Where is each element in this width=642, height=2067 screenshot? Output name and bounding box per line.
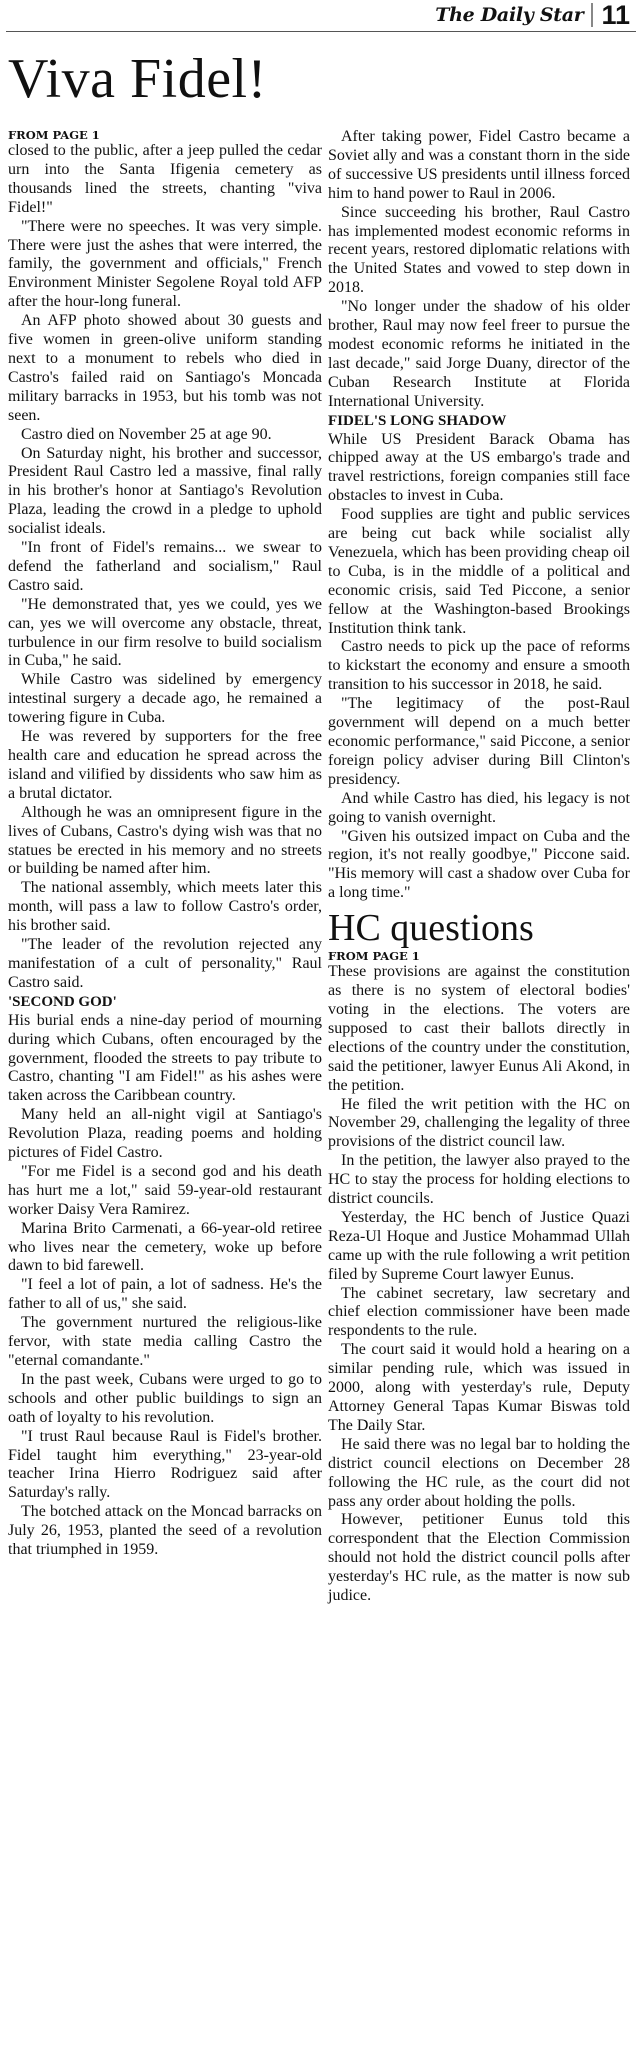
paragraph: "He demonstrated that, yes we could, yes we can, yes we will overcome any obstacle, threat, turbulence in our firm resolve to build socialism in Cuba," he said. xyxy=(8,595,322,670)
paper-name: The Daily Star xyxy=(435,4,584,26)
paragraph: Yesterday, the HC bench of Justice Quazi Reza-Ul Hoque and Justice Mohammad Ullah came up with the rule following a writ petition filed by Supreme Court lawyer Eunus. xyxy=(328,1208,630,1283)
paragraph: closed to the public, after a jeep pulled the cedar urn into the Santa Ifigenia cemetery as thousands lined the streets, chanting "viva Fidel!" xyxy=(8,142,322,216)
masthead xyxy=(435,0,630,30)
story2-body xyxy=(328,963,630,1606)
paragraph: An AFP photo showed about 30 guests and five women in green-olive uniform standing next to a monument to rebels who died in Castro's failed raid on Santiago's Moncada military barracks in 1953, but his tomb was not seen. xyxy=(8,312,322,424)
paragraph: The botched attack on the Moncad barracks on July 26, 1953, planted the seed of a revolution that triumphed in 1959. xyxy=(8,1503,322,1559)
story1-headline: Viva Fidel! xyxy=(8,48,267,110)
paragraph: In the past week, Cubans were urged to go to schools and other public buildings to sign an oath of loyalty to his revolution. xyxy=(8,1370,322,1426)
paragraph: "No longer under the shadow of his older brother, Raul may now feel freer to pursue the modest economic reforms he initiated in the last decade," said Jorge Duany, director of the Cuban Research Institute at Florida International University. xyxy=(328,298,630,410)
paragraph: The court said it would hold a hearing on a similar pending rule, which was issued in 2000, along with yesterday's rule, Deputy Attorney General Tapas Kumar Biswas told The Daily Star. xyxy=(328,1341,630,1434)
paragraph: Castro died on November 25 at age 90. xyxy=(21,425,272,443)
paragraph: "In front of Fidel's remains... we swear to defend the fatherland and socialism," Raul Castro said. xyxy=(8,539,322,594)
paragraph: However, petitioner Eunus told this correspondent that the Election Commission should not hold the district council polls after yesterday's HC rule, as the matter is now sub judice. xyxy=(328,1511,630,1605)
paragraph: He said there was no legal bar to holding the district council elections on December 28 following the HC rule, as the court did not pass any order about holding the polls. xyxy=(328,1435,630,1510)
subhead-fidels-long-shadow: FIDEL'S LONG SHADOW xyxy=(328,412,507,429)
right-body-1 xyxy=(328,128,630,412)
story1-kicker: FROM PAGE 1 xyxy=(8,128,100,142)
masthead-divider xyxy=(591,3,593,27)
paragraph: "I feel a lot of pain, a lot of sadness. He's the father to all of us," she said. xyxy=(8,1276,322,1313)
paragraph: After taking power, Fidel Castro became a Soviet ally and was a constant thorn in the side of successive US presidents until illness forced him to hand power to Raul in 2006. xyxy=(328,128,630,202)
paragraph: The national assembly, which meets later this month, will pass a law to follow Castro's order, his brother said. xyxy=(8,879,322,935)
paragraph: Since succeeding his brother, Raul Castro has implemented modest economic reforms in recent years, restored diplomatic relations with the United States and vowed to step down in 2018. xyxy=(328,203,630,297)
subhead-second-god: 'SECOND GOD' xyxy=(8,993,117,1010)
paragraph: The government nurtured the religious-like fervor, with state media calling Castro the "eternal comandante." xyxy=(8,1314,322,1369)
paragraph: Food supplies are tight and public services are being cut back while socialist ally Venezuela, which has been providing cheap oil to Cuba, is in the middle of a political and economic crisis, said Ted Piccone, a senior fellow at the Washington-based Brookings Institution think tank. xyxy=(328,506,630,637)
paragraph: Castro needs to pick up the pace of reforms to kickstart the economy and ensure a smooth transition to his successor in 2018, he said. xyxy=(328,638,630,694)
paragraph: Marina Brito Carmenati, a 66-year-old retiree who lives near the cemetery, woke up before dawn to bid farewell. xyxy=(8,1219,322,1275)
paragraph: Although he was an omnipresent figure in the lives of Cubans, Castro's dying wish was that no statues be erected in his memory and no streets or building be named after him. xyxy=(8,803,322,878)
right-body-2 xyxy=(328,431,630,904)
paragraph: "There were no speeches. It was very simple. There were just the ashes that were interred, the family, the government and officials," French Environment Minister Segolene Royal told AFP after the hour-long funeral. xyxy=(8,217,322,311)
paragraph: "Given his outsized impact on Cuba and the region, it's not really goodbye," Piccone said. "His memory will cast a shadow over Cuba for a long time." xyxy=(328,827,630,902)
story2-headline: HC questions xyxy=(328,907,534,950)
paragraph: Many held an all-night vigil at Santiago's Revolution Plaza, reading poems and holding pictures of Fidel Castro. xyxy=(8,1106,322,1162)
paragraph: "The legitimacy of the post-Raul government will depend on a much better economic performance," said Piccone, a senior foreign policy adviser during Bill Clinton's presidency. xyxy=(328,695,630,788)
right-column xyxy=(328,128,630,1606)
left-body-2 xyxy=(8,1012,322,1560)
paragraph: The cabinet secretary, law secretary and chief election commissioner have been made respondents to the rule. xyxy=(328,1284,630,1340)
paragraph: "For me Fidel is a second god and his death has hurt me a lot," said 59-year-old restaurant worker Daisy Vera Ramirez. xyxy=(8,1162,322,1218)
paragraph: He was revered by supporters for the free health care and education he spread across the island and vilified by dissidents who saw him as a brutal dictator. xyxy=(8,728,322,802)
paragraph: "The leader of the revolution rejected any manifestation of a cult of personality," Raul Castro said. xyxy=(8,936,322,991)
paragraph: On Saturday night, his brother and successor, President Raul Castro led a massive, final rally in his brother's honor at Santiago's Revolution Plaza, leading the crowd in a pledge to uphold socialist ideals. xyxy=(8,444,322,538)
paragraph: He filed the writ petition with the HC on November 29, challenging the legality of three provisions of the district council law. xyxy=(328,1095,630,1151)
paragraph: In the petition, the lawyer also prayed to the HC to stay the process for holding elections to district councils. xyxy=(328,1152,630,1208)
paragraph: His burial ends a nine-day period of mourning during which Cubans, often encouraged by the government, flooded the streets to pay tribute to Castro, chanting "I am Fidel!" as his ashes were taken across the Caribbean country. xyxy=(8,1011,322,1105)
masthead-rule xyxy=(6,31,636,32)
paragraph: These provisions are against the constitution as there is no system of electoral bodies' voting in the elections. The voters are supposed to cast their ballots directly in elections of the country under the constitution, said the petitioner, lawyer Eunus Ali Akond, in the petition. xyxy=(328,963,630,1094)
paragraph: While Castro was sidelined by emergency intestinal surgery a decade ago, he remained a towering figure in Cuba. xyxy=(8,671,322,727)
paragraph: And while Castro has died, his legacy is not going to vanish overnight. xyxy=(328,789,630,826)
paragraph: While US President Barack Obama has chipped away at the US embargo's trade and travel restrictions, foreign companies still face obstacles to invest in Cuba. xyxy=(328,430,630,505)
page-number: 11 xyxy=(601,0,630,30)
left-body-1 xyxy=(8,142,322,993)
paragraph: "I trust Raul because Raul is Fidel's brother. Fidel taught him everything," 23-year-old teacher Irina Hierro Rodriguez said after Saturday's rally. xyxy=(8,1427,322,1502)
story2-kicker: FROM PAGE 1 xyxy=(328,949,420,964)
left-column xyxy=(8,128,322,1560)
